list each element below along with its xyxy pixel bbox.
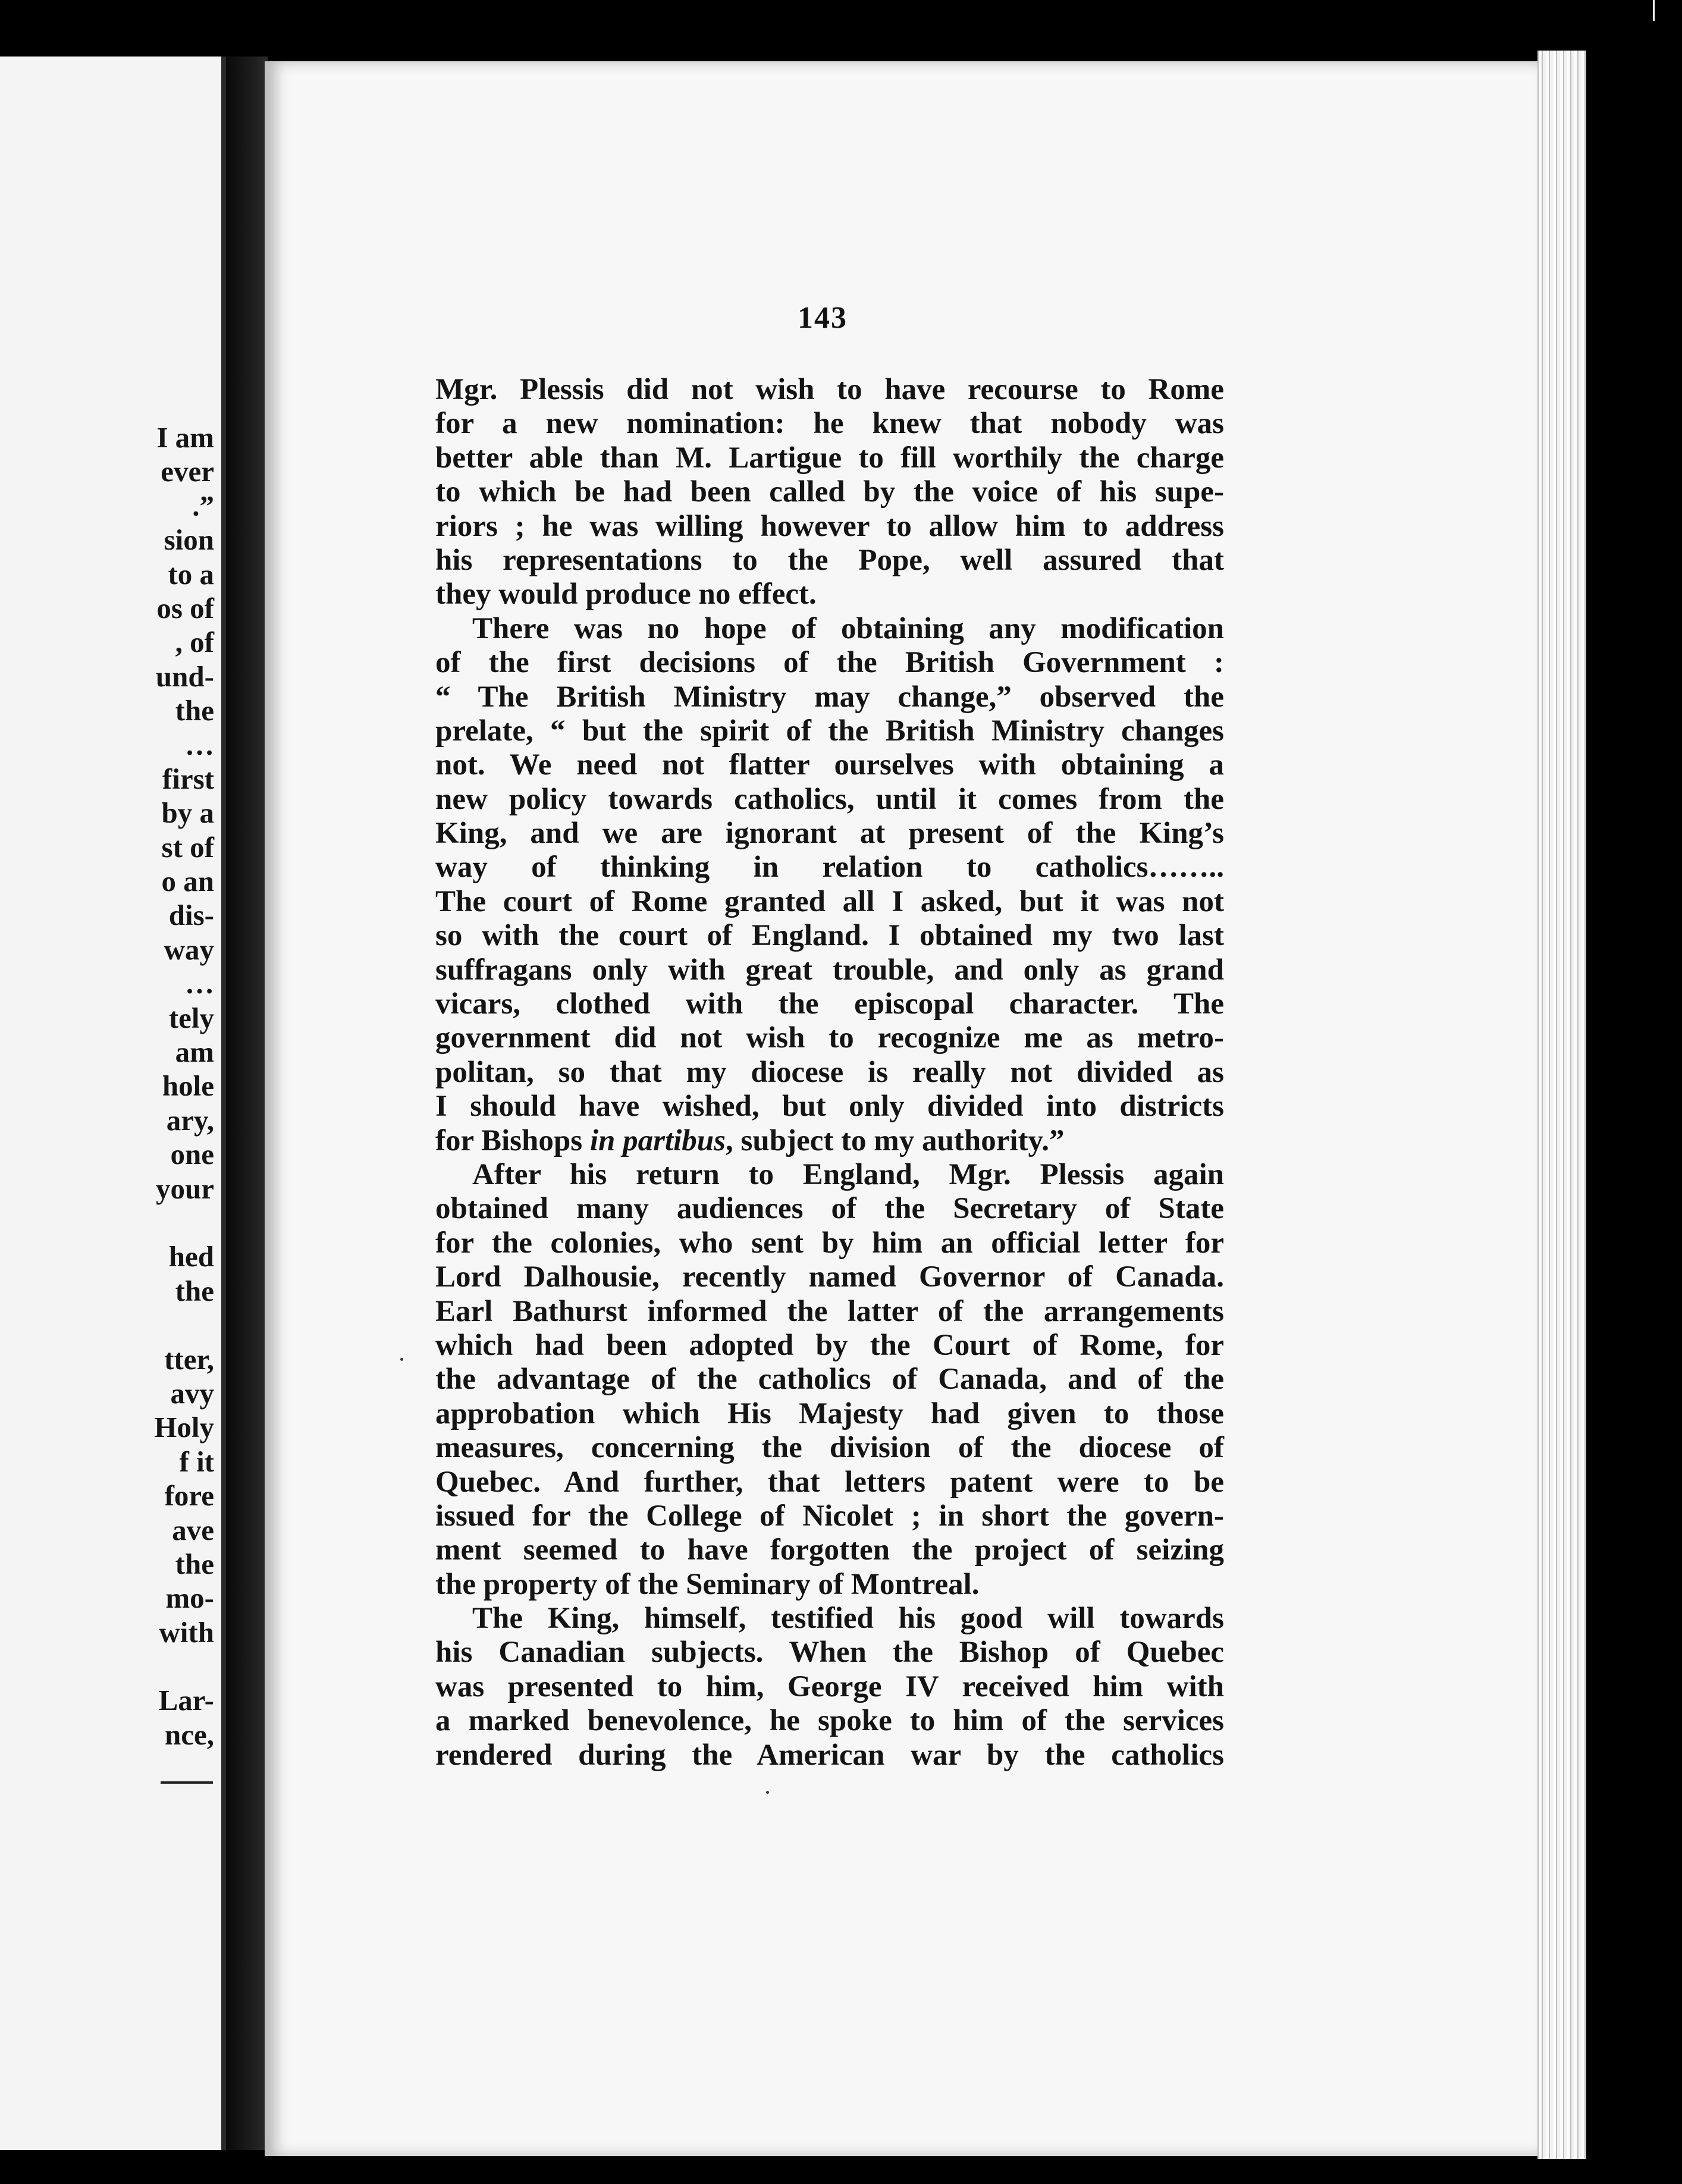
- previous-page-fragment: [0, 57, 226, 2150]
- text-line: measures, concerning the division of the diocese of: [435, 1431, 1224, 1465]
- text-line: the advantage of the catholics of Canada, and of the: [435, 1363, 1224, 1397]
- text-line: so with the court of England. I obtained my two last: [435, 919, 1224, 953]
- text-line: government did not wish to recognize me as metro-: [435, 1021, 1224, 1055]
- book-gutter: [226, 57, 268, 2150]
- text-line: riors ; he was willing however to allow him to address: [435, 509, 1224, 543]
- text-line: vicars, clothed with the episcopal character. The: [435, 987, 1224, 1021]
- text-line: issued for the College of Nicolet ; in short the govern-: [435, 1499, 1224, 1533]
- text-line: The court of Rome granted all I asked, but it was not: [435, 884, 1224, 918]
- previous-page-line: [0, 1206, 214, 1240]
- previous-page-line: first: [162, 762, 214, 795]
- film-mark: [1653, 0, 1655, 21]
- previous-page-line: und-: [155, 660, 214, 693]
- page-body-text: [435, 373, 1224, 1772]
- text-line: prelate, “ but the spirit of the British Ministry changes: [435, 714, 1224, 748]
- previous-page-line: dis-: [168, 899, 214, 932]
- scan-speck: [766, 1791, 769, 1794]
- previous-page-line: [0, 1308, 214, 1342]
- text-line: After his return to England, Mgr. Plessis again: [472, 1157, 1224, 1191]
- previous-page-line: the: [175, 694, 214, 727]
- text-line: [435, 1124, 1224, 1158]
- previous-page-line: ary,: [166, 1103, 214, 1137]
- text-line: to which be had been called by the voice of his supe-: [435, 475, 1224, 509]
- text-line: which had been adopted by the Court of Rome, for: [435, 1328, 1224, 1362]
- previous-page-line: your: [156, 1172, 214, 1205]
- text-line: they would produce no effect.: [435, 578, 817, 611]
- text-line: of the first decisions of the British Government :: [435, 646, 1224, 680]
- text-line: I should have wished, but only divided into districts: [435, 1090, 1224, 1124]
- previous-page-line: mo-: [165, 1581, 214, 1615]
- previous-page-line: I am: [156, 421, 214, 454]
- text-segment: for Bishops: [435, 1124, 590, 1157]
- previous-page-rule: [161, 1781, 213, 1784]
- text-line: his representations to the Pope, well assured that: [435, 543, 1224, 577]
- previous-page-line: ave: [172, 1513, 214, 1546]
- text-line: the property of the Seminary of Montreal.: [435, 1567, 980, 1601]
- previous-page-line: …: [185, 728, 214, 761]
- text-line: better able than M. Lartigue to fill worthily the charge: [435, 441, 1224, 475]
- previous-page-line: way: [164, 933, 214, 966]
- text-line: King, and we are ignorant at present of the King’s: [435, 817, 1224, 851]
- text-line: politan, so that my diocese is really not divided as: [435, 1055, 1224, 1089]
- text-line: Earl Bathurst informed the latter of the arrangements: [435, 1294, 1224, 1328]
- text-line: The King, himself, testified his good will towards: [472, 1602, 1224, 1636]
- text-line: for a new nomination: he knew that nobody was: [435, 407, 1224, 441]
- previous-page-line: sion: [164, 523, 214, 557]
- previous-page-line: tely: [168, 1001, 214, 1034]
- scan-speck: [400, 1358, 403, 1361]
- previous-page-text: [0, 421, 214, 1752]
- previous-page-line: by a: [161, 796, 214, 830]
- text-line: new policy towards catholics, until it comes from the: [435, 782, 1224, 816]
- text-line: Mgr. Plessis did not wish to have recourse to Rome: [435, 373, 1224, 406]
- text-line: his Canadian subjects. When the Bishop of Quebec: [435, 1636, 1224, 1670]
- text-line: obtained many audiences of the Secretary of State: [435, 1192, 1224, 1226]
- previous-page-line: , of: [175, 626, 214, 659]
- text-line: a marked benevolence, he spoke to him of the services: [435, 1704, 1224, 1738]
- previous-page-line: f it: [179, 1445, 214, 1478]
- text-line: not. We need not flatter ourselves with obtaining a: [435, 748, 1224, 782]
- previous-page-line: hed: [168, 1240, 214, 1273]
- previous-page-line: hole: [162, 1069, 214, 1103]
- italic-phrase: in partibus: [589, 1124, 726, 1157]
- previous-page-line: to a: [168, 557, 214, 591]
- previous-page-line: [0, 1649, 214, 1683]
- previous-page-line: …: [185, 967, 214, 1000]
- previous-page-line: st of: [161, 830, 214, 864]
- previous-page-line: Holy: [154, 1411, 214, 1444]
- previous-page-line: Lar-: [158, 1684, 214, 1717]
- text-line: “ The British Ministry may change,” observed the: [435, 680, 1224, 714]
- previous-page-line: o an: [161, 865, 214, 898]
- text-line: suffragans only with great trouble, and only as grand: [435, 953, 1224, 987]
- previous-page-line: nce,: [165, 1718, 214, 1751]
- text-line: for the colonies, who sent by him an official letter for: [435, 1226, 1224, 1260]
- previous-page-line: the: [175, 1547, 214, 1580]
- previous-page-line: the: [175, 1274, 214, 1307]
- previous-page-line: fore: [164, 1479, 214, 1513]
- text-line: was presented to him, George IV received him with: [435, 1670, 1224, 1703]
- previous-page-line: tter,: [164, 1342, 214, 1376]
- text-line: Quebec. And further, that letters patent were to be: [435, 1465, 1224, 1499]
- previous-page-line: ever: [161, 455, 214, 488]
- text-line: approbation which His Majesty had given to those: [435, 1397, 1224, 1430]
- text-line: There was no hope of obtaining any modification: [472, 611, 1224, 645]
- previous-page-line: one: [170, 1138, 214, 1171]
- previous-page-line: with: [159, 1615, 214, 1649]
- text-line: ment seemed to have forgotten the project of seizing: [435, 1533, 1224, 1567]
- text-line: rendered during the American war by the catholics: [435, 1738, 1224, 1772]
- previous-page-line: os of: [156, 591, 214, 625]
- text-line: way of thinking in relation to catholics……..: [435, 851, 1224, 884]
- page-edges: [1537, 51, 1586, 2159]
- previous-page-line: .”: [192, 489, 214, 522]
- previous-page-line: am: [175, 1035, 214, 1069]
- previous-page-line: avy: [170, 1376, 214, 1410]
- text-segment: , subject to my authority.”: [726, 1124, 1065, 1157]
- page-number: 143: [798, 301, 848, 335]
- text-line: Lord Dalhousie, recently named Governor of Canada.: [435, 1260, 1224, 1294]
